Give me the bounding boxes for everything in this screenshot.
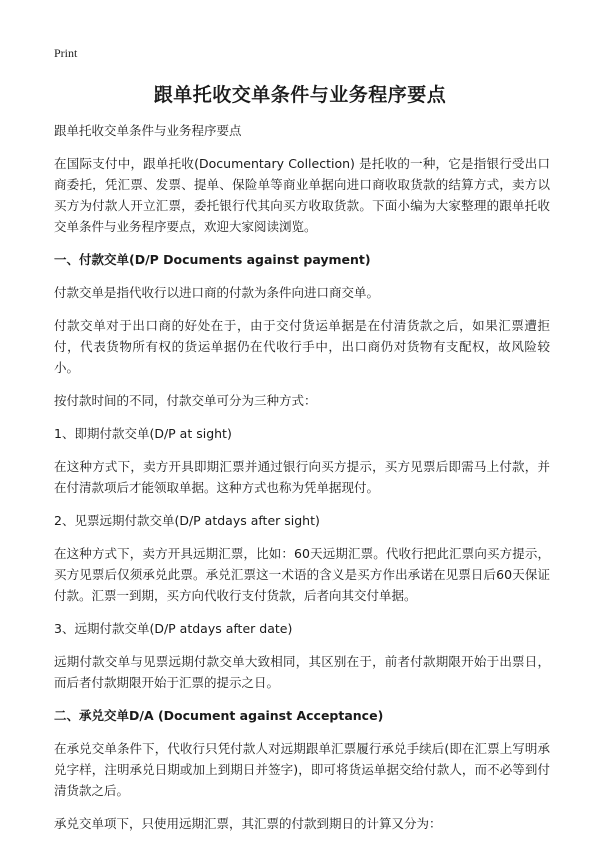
intro-paragraph: 在国际支付中，跟单托收(Documentary Collection) 是托收的一种，它是指银行受出口商委托，凭汇票、发票、提单、保险单等商业单据向进口商收取货款的结算方式，卖方以买方为付款人开立汇票，委托银行代其向买方收取货款。下面小编为大家整理的跟单托收交单条件与业务程序要点，欢迎大家阅读浏览。 — [54, 156, 550, 234]
paragraph: 在这种方式下，卖方开具即期汇票并通过银行向买方提示，买方见票后即需马上付款，并在付清款项后才能领取单据。这种方式也称为凭单据现付。 — [54, 459, 550, 495]
paragraph: 在这种方式下，卖方开具远期汇票，比如：60天远期汇票。代收行把此汇票向买方提示，买方见票后仅须承兑此票。承兑汇票这一术语的含义是买方作出承诺在见票日后60天保证付款。汇票一到期，买方向代收行支付货款，后者向其交付单据。 — [54, 546, 550, 603]
paragraph: 在承兑交单条件下，代收行只凭付款人对远期跟单汇票履行承兑手续后(即在汇票上写明承兑字样，注明承兑日期或加上到期日并签字)，即可将货运单据交给付款人，而不必等到付清货款之后。 — [54, 741, 550, 798]
paragraph: 远期付款交单与见票远期付款交单大致相同，其区别在于，前者付款期限开始于出票日，而后者付款期限开始于汇票的提示之日。 — [54, 654, 550, 690]
subheading-dp-sight: 1、即期付款交单(D/P at sight) — [54, 426, 232, 441]
paragraph: 按付款时间的不同，付款交单可分为三种方式： — [54, 393, 317, 408]
paragraph: 付款交单是指代收行以进口商的付款为条件向进口商交单。 — [54, 285, 380, 300]
page-title: 跟单托收交单条件与业务程序要点 — [153, 84, 447, 106]
subheading-dp-after-sight: 2、见票远期付款交单(D/P atdays after sight) — [54, 513, 320, 528]
subtitle-paragraph: 跟单托收交单条件与业务程序要点 — [54, 123, 242, 138]
section-heading-dp: 一、付款交单(D/P Documents against payment) — [54, 252, 371, 267]
section-heading-da: 二、承兑交单D/A (Document against Acceptance) — [54, 708, 384, 723]
subheading-dp-after-date: 3、远期付款交单(D/P atdays after date) — [54, 621, 293, 636]
article-body — [54, 120, 550, 846]
paragraph: 承兑交单项下，只使用远期汇票，其汇票的付款到期日的计算又分为： — [54, 816, 442, 831]
print-link[interactable]: Print — [54, 46, 78, 60]
paragraph: 付款交单对于出口商的好处在于，由于交付货运单据是在付清货款之后，如果汇票遭拒付，代表货物所有权的货运单据仍在代收行手中，出口商仍对货物有支配权，故风险较小。 — [54, 318, 550, 375]
